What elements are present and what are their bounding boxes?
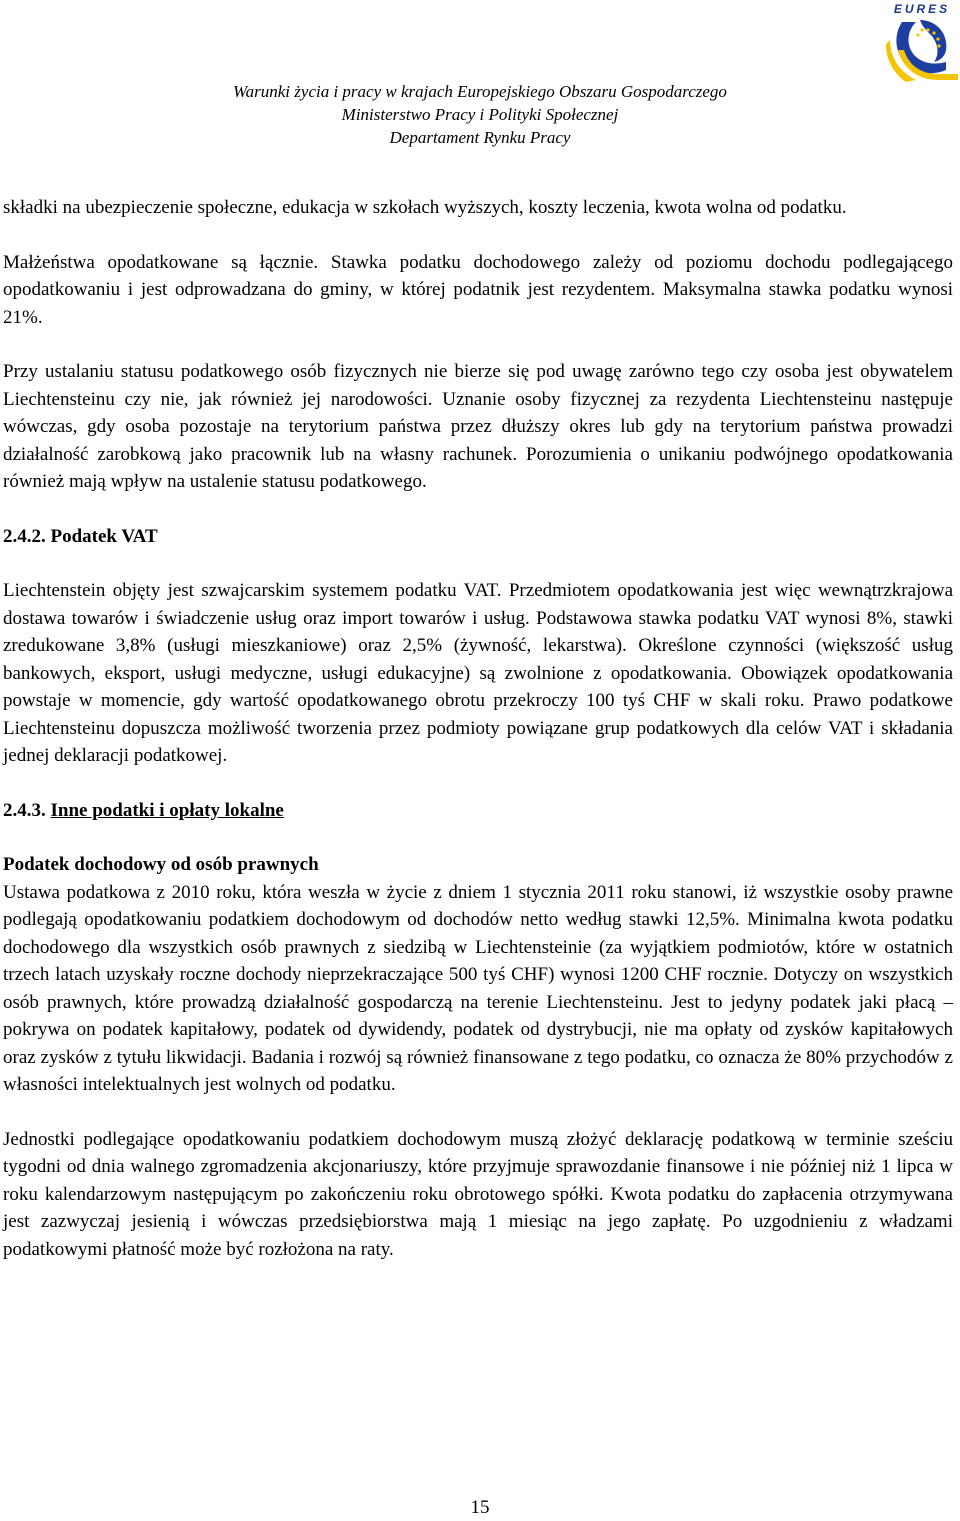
eures-logo	[872, 0, 960, 86]
paragraph-marriage-taxation: Małżeństwa opodatkowane są łącznie. Stawka podatku dochodowego zależy od poziomu dochodu podlegającego opodatkowaniu i jest odprowadzana do gminy, w której podatnik jest rezydentem. Maksymalna stawka podatku wynosi 21%.	[3, 251, 953, 328]
paragraph-tax-status: Przy ustalaniu statusu podatkowego osób fizycznych nie bierze się pod uwagę zarówno tego czy osoba jest obywatelem Liechtensteinu czy nie, jak również jej narodowości. Uznanie osoby fizycznej za rezydenta Liechtensteinu następuje wówczas, gdy osoba pozostaje na terytorium państwa przez dłuższy okres lub gdy na terytorium państwa prowadzi działalność zarobkową jako pracownik lub na własny rachunek. Porozumienia o unikaniu podwójnego opodatkowania również mają wpływ na ustalenie statusu podatkowego.	[3, 361, 953, 492]
header-line-3: Departament Rynku Pracy	[389, 128, 571, 147]
document-header	[0, 80, 960, 149]
paragraph-tax-deductions: składki na ubezpieczenie społeczne, edukacja w szkołach wyższych, koszty leczenia, kwota wolna od podatku.	[3, 197, 847, 218]
header-line-1: Warunki życia i pracy w krajach Europejskiego Obszaru Gospodarczego	[233, 82, 727, 101]
section-heading-vat: 2.4.2. Podatek VAT	[3, 525, 158, 547]
page-number: 15	[470, 1497, 490, 1518]
logo-wordmark: EURES	[893, 2, 951, 16]
paragraph-tax-declaration: Jednostki podlegające opodatkowaniu podatkiem dochodowym muszą złożyć deklarację podatkową w terminie sześciu tygodni od dnia walnego zgromadzenia akcjonariuszy, które przyjmuje sprawozdanie finansowe i nie później niż 1 lipca w roku kalendarzowym następującym po zakończeniu roku obrotowego spółki. Kwota podatku do zapłacenia otrzymywana jest zazwyczaj jesienią i wówczas przedsiębiorstwa mają 1 miesiąc na jego zapłatę. Po uzgodnieniu z władzami podatkowymi płatność może być rozłożona na raty.	[3, 1128, 953, 1260]
section-heading-other-taxes	[3, 797, 953, 825]
section-title: Inne podatki i opłaty lokalne	[50, 799, 284, 821]
section-number: 2.4.3.	[3, 799, 51, 821]
subheading-corporate-tax: Podatek dochodowy od osób prawnych	[3, 854, 319, 875]
document-body	[3, 194, 953, 1263]
paragraph-corporate-tax: Ustawa podatkowa z 2010 roku, która weszła w życie z dniem 1 stycznia 2011 roku stanowi, iż wszystkie osoby prawne podlegają opodatkowaniu podatkiem dochodowym od dochodów netto według stawki 12,5%. Minimalna kwota podatku dochodowego dla wszystkich osób prawnych z siedzibą w Liechtensteinie (za wyjątkiem podmiotów, które w ostatnich trzech latach uzyskały roczne dochody nieprzekraczające 500 tyś CHF) wynosi 1200 CHF rocznie. Dotyczy on wszystkich osób prawnych, które prowadzą działalność gospodarczą na terenie Liechtensteinu. Jest to jedyny podatek jaki płacą – pokrywa on podatek kapitałowy, podatek od dywidendy, podatek od dystrybucji, nie ma opłaty od zysków kapitałowych oraz zysków z tytułu likwidacji. Badania i rozwój są również finansowane z tego podatku, co oznacza że 80% przychodów z własności intelektualnych jest wolnych od podatku.	[3, 881, 953, 1095]
paragraph-vat: Liechtenstein objęty jest szwajcarskim systemem podatku VAT. Przedmiotem opodatkowania jest więc wewnątrzkrajowa dostawa towarów i świadczenie usług oraz import towarów i usług. Podstawowa stawka podatku VAT wynosi 8%, stawki zredukowane 3,8% (usługi mieszkaniowe) oraz 2,5% (żywność, lekarstwa). Określone czynności (większość usług bankowych, eksport, usługi medyczne, usługi edukacyjne) są zwolnione z opodatkowania. Obowiązek opodatkowania powstaje w momencie, gdy wartość opodatkowanego obrotu przekroczy 100 tyś CHF w skali roku. Prawo podatkowe Liechtensteinu dopuszcza możliwość tworzenia przez podmioty powiązane grup podatkowych dla celów VAT i składania jednej deklaracji podatkowej.	[3, 580, 953, 766]
header-line-2: Ministerstwo Pracy i Polityki Społecznej	[341, 105, 619, 124]
eures-emblem-icon	[872, 0, 960, 86]
